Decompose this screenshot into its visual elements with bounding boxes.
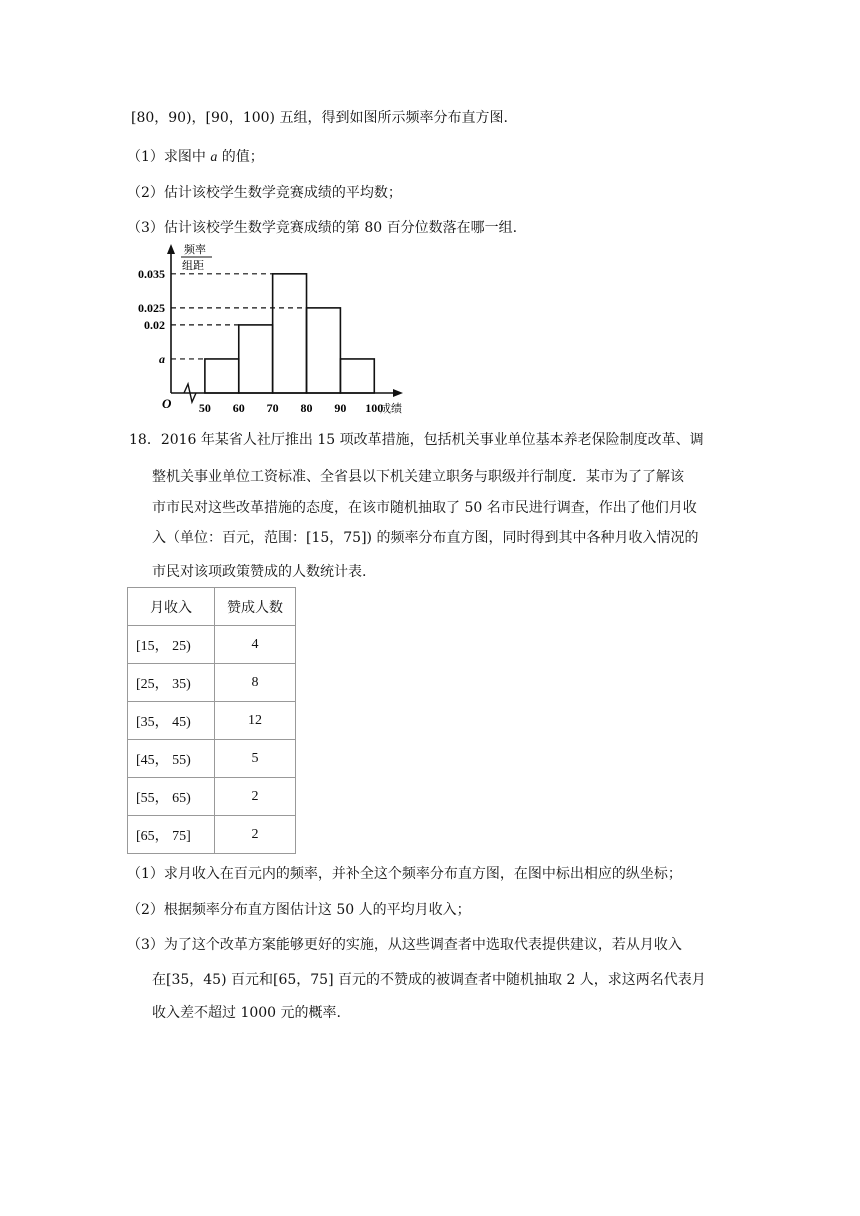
problem-18-line-3: 市市民对这些改革措施的态度，在该市随机抽取了 50 名市民进行调查，作出了他们月收: [152, 500, 697, 516]
y-axis-arrow: [167, 244, 175, 254]
x-tick-label: 80: [300, 401, 313, 415]
header-monthly-income: 月收入: [128, 588, 215, 626]
problem-18-question-3-line-1: （3）为了这个改革方案能够更好的实施，从这些调查者中选取代表提供建议，若从月收入: [127, 937, 682, 953]
problem-18-line-2: 整机关事业单位工资标准、全省县以下机关建立职务与职级并行制度．某市为了了解该: [152, 469, 684, 485]
problem-18-question-1: （1）求月收入在百元内的频率，并补全这个频率分布直方图，在图中标出相应的纵坐标；: [127, 866, 682, 882]
table-row: [128, 816, 296, 854]
ylabel-top: 频率: [184, 244, 206, 256]
x-tick-label: 90: [334, 401, 347, 415]
approval-count: 12: [215, 702, 296, 740]
histogram-bar: [307, 308, 341, 393]
header-approval-count: 赞成人数: [215, 588, 296, 626]
y-tick-label: a: [159, 351, 165, 366]
x-tick-label: 60: [232, 401, 245, 415]
approval-count: 2: [215, 778, 296, 816]
table-row: [128, 664, 296, 702]
approval-count: 2: [215, 816, 296, 854]
approval-count: 5: [215, 740, 296, 778]
question-1-prefix: （1）求图中: [127, 149, 211, 165]
histogram-bar: [239, 325, 273, 393]
histogram-bar: [340, 359, 374, 393]
variable-a: a: [210, 150, 218, 165]
x-axis-arrow: [393, 389, 403, 397]
x-tick-label: 100: [365, 401, 384, 415]
table-row: [128, 702, 296, 740]
income-range: [55， 65): [128, 778, 215, 816]
question-2: （2）估计该校学生数学竞赛成绩的平均数；: [127, 185, 402, 201]
approval-count: 4: [215, 626, 296, 664]
frequency-histogram: [126, 238, 426, 418]
income-range: [65， 75]: [128, 816, 215, 854]
x-axis-label: 成绩: [380, 403, 402, 415]
problem-18-line-5: 市民对该项政策赞成的人数统计表.: [152, 564, 367, 580]
question-3: （3）估计该校学生数学竞赛成绩的第 80 百分位数落在哪一组.: [127, 220, 518, 236]
problem-18-line-1: 18．2016 年某省人社厅推出 15 项改革措施，包括机关事业单位基本养老保险制度改革、调: [129, 432, 704, 448]
question-1-suffix: 的值；: [217, 149, 264, 165]
table-row: [128, 626, 296, 664]
y-tick-label: 0.025: [138, 300, 165, 315]
histogram-bar: [273, 274, 307, 393]
table-header-row: [128, 588, 296, 626]
problem-18-question-2: （2）根据频率分布直方图估计这 50 人的平均月收入；: [127, 902, 471, 918]
income-range: [15， 25): [128, 626, 215, 664]
problem-18-question-3-line-3: 收入差不超过 1000 元的概率.: [152, 1005, 341, 1021]
x-tick-label: 70: [266, 401, 279, 415]
table-row: [128, 740, 296, 778]
income-range: [35， 45): [128, 702, 215, 740]
approval-count: 8: [215, 664, 296, 702]
problem-18-line-4: 入（单位：百元，范围：[15，75]) 的频率分布直方图，同时得到其中各种月收入情况的: [152, 530, 699, 546]
histogram-bar: [205, 359, 239, 393]
table-row: [128, 778, 296, 816]
problem-18-question-3-line-2: 在[35，45) 百元和[65，75] 百元的不赞成的被调查者中随机抽取 2 人，求这两名代表月: [152, 972, 706, 988]
income-range: [25， 35): [128, 664, 215, 702]
problem-intro-line: [80，90)，[90，100) 五组，得到如图所示频率分布直方图.: [131, 110, 508, 126]
y-tick-label: 0.035: [138, 266, 165, 281]
ylabel-bottom: 组距: [182, 260, 204, 272]
origin-label: O: [162, 396, 172, 411]
income-range: [45， 55): [128, 740, 215, 778]
approval-count-table: [127, 587, 296, 854]
x-tick-label: 50: [198, 401, 211, 415]
y-tick-label: 0.02: [144, 317, 165, 332]
question-1: [127, 147, 264, 168]
